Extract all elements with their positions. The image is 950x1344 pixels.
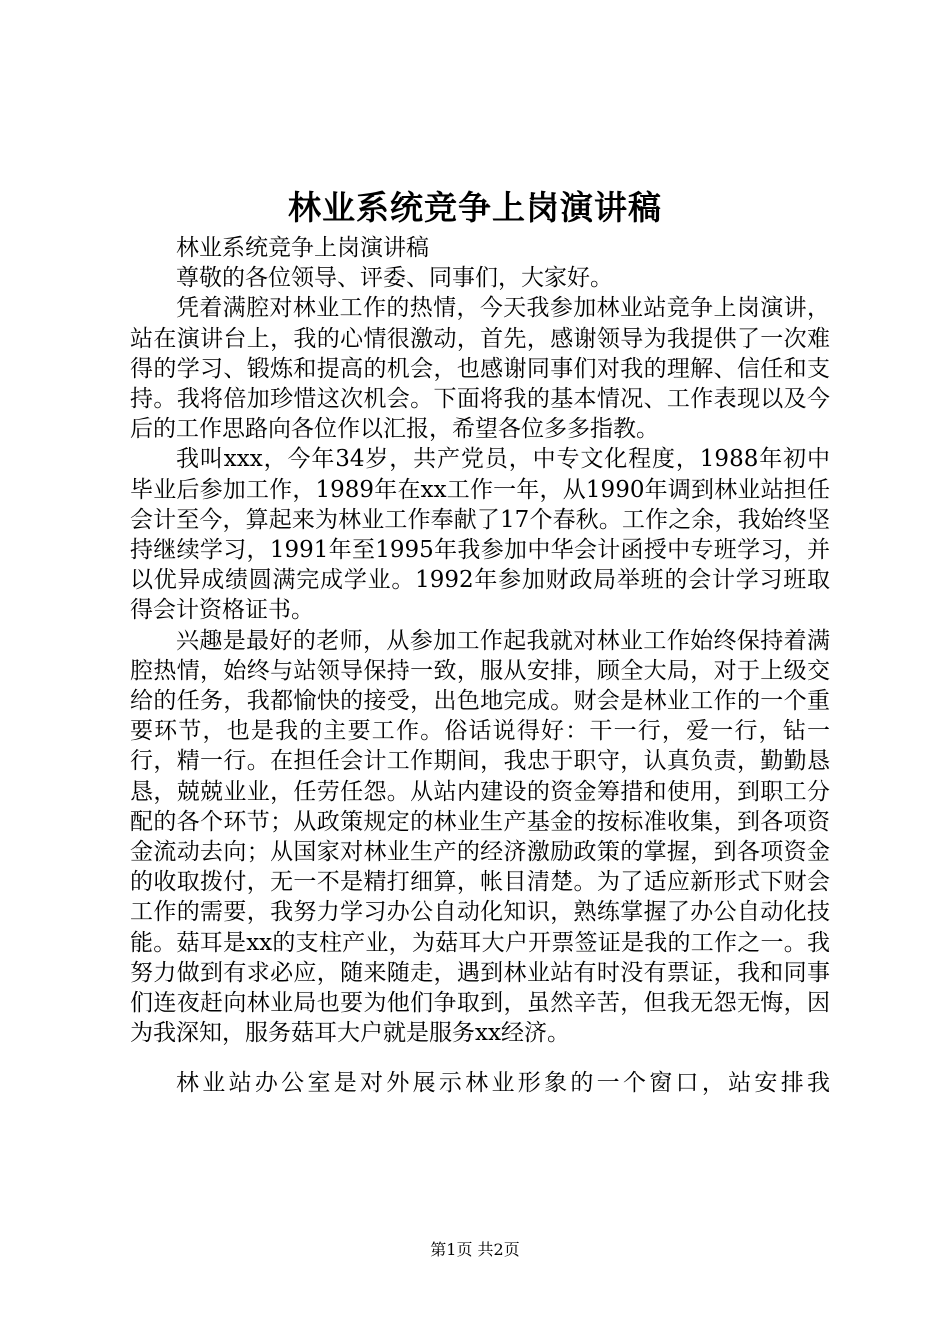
page-footer: 第1页 共2页	[430, 1240, 520, 1259]
paragraph-intro: 凭着满腔对林业工作的热情，今天我参加林业站竞争上岗演讲，站在演讲台上，我的心情很激动，首先，感谢领导为我提供了一次难得的学习、锻炼和提高的机会，也感谢同事们对我的理解、信任和支持。我将倍加珍惜这次机会。下面将我的基本情况、工作表现以及今后的工作思路向各位作以汇报，希望各位多多指教。	[130, 295, 830, 443]
paragraph-work: 兴趣是最好的老师，从参加工作起我就对林业工作始终保持着满腔热情，始终与站领导保持一致，服从安排，顾全大局，对于上级交给的任务，我都愉快的接受，出色地完成。财会是林业工作的一个重要环节，也是我的主要工作。俗话说得好：干一行，爱一行，钻一行，精一行。在担任会计工作期间，我忠于职守，认真负责，勤勤恳恳，兢兢业业，任劳任怨。从站内建设的资金筹措和使用，到职工分配的各个环节；从政策规定的林业生产基金的按标准收集，到各项资金流动去向；从国家对林业生产的经济激励政策的掌握，到各项资金的收取拨付，无一不是精打细算，帐目清楚。为了适应新形式下财会工作的需要，我努力学习办公自动化知识，熟练掌握了办公自动化技能。菇耳是xx的支柱产业，为菇耳大户开票签证是我的工作之一。我努力做到有求必应，随来随走，遇到林业站有时没有票证，我和同事们连夜赶向林业局也要为他们争取到，虽然辛苦，但我无怨无悔，因为我深知，服务菇耳大户就是服务xx经济。	[130, 627, 830, 1047]
paragraph-background: 我叫xxx，今年34岁，共产党员，中专文化程度，1988年初中毕业后参加工作，1989年在xx工作一年，从1990年调到林业站担任会计至今，算起来为林业工作奉献了17个春秋。工作之余，我始终坚持继续学习，1991年至1995年我参加中华会计函授中专班学习，并以优异成绩圆满完成学业。1992年参加财政局举班的会计学习班取得会计资格证书。	[130, 446, 830, 624]
paragraph-subtitle: 林业系统竞争上岗演讲稿	[176, 235, 429, 261]
paragraph-office: 林业站办公室是对外展示林业形象的一个窗口，站安排我	[176, 1070, 830, 1097]
paragraph-greeting: 尊敬的各位领导、评委、同事们，大家好。	[176, 265, 613, 292]
document-body	[130, 233, 830, 1099]
paragraph-gap	[130, 1048, 830, 1068]
document-title: 林业系统竞争上岗演讲稿	[288, 188, 662, 227]
